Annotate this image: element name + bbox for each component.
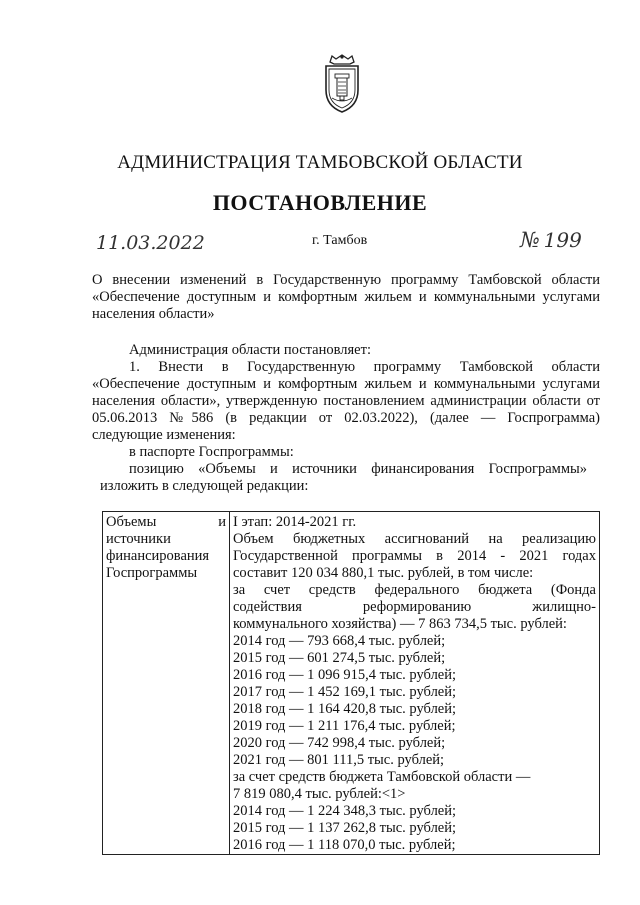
right-line: Объем бюджетных ассигнований на реализацию	[233, 531, 596, 547]
right-line: I этап: 2014-2021 гг.	[233, 514, 357, 530]
title-line: «Обеспечение доступным и комфортным жильем и коммунальными услугами	[92, 289, 600, 305]
handwritten-date: 11.03.2022	[96, 232, 205, 254]
position-line-1: позицию «Объемы и источники финансирования Госпрограммы»	[129, 461, 587, 477]
left-line: Объемы и	[106, 514, 226, 530]
position-line-2: изложить в следующей редакции:	[100, 478, 309, 494]
table-right-cell	[230, 512, 600, 855]
document-number	[520, 228, 582, 252]
left-line: Госпрограммы	[106, 565, 198, 581]
table-row	[103, 512, 600, 855]
table-left-cell	[103, 512, 230, 855]
document-type: ПОСТАНОВЛЕНИЕ	[212, 190, 428, 215]
organization-name: АДМИНИСТРАЦИЯ ТАМБОВСКОЙ ОБЛАСТИ	[117, 152, 523, 173]
item-line: 1. Внести в Государственную программу Тамбовской области	[129, 359, 600, 375]
city-name: г. Тамбов	[312, 233, 368, 248]
right-line: 2016 год — 1 118 070,0 тыс. рублей;	[233, 837, 456, 853]
position-line	[129, 461, 587, 478]
document-title	[92, 272, 600, 323]
right-line: за счет средств федерального бюджета (Фонда	[233, 582, 596, 598]
right-line: 2015 год — 601 274,5 тыс. рублей;	[233, 650, 446, 666]
financing-table	[102, 511, 600, 855]
item-line: «Обеспечение доступным и комфортным жильем и коммунальными услугами	[92, 376, 600, 392]
passport-line: в паспорте Госпрограммы:	[129, 444, 294, 460]
right-line: коммунального хозяйства) — 7 863 734,5 тыс. рублей:	[233, 616, 567, 632]
left-line: финансирования	[106, 548, 210, 564]
right-line: 2017 год — 1 452 169,1 тыс. рублей;	[233, 684, 457, 700]
right-line: содействия реформированию жилищно-	[233, 599, 596, 615]
right-line: за счет средств бюджета Тамбовской области —	[233, 769, 531, 785]
title-line: населения области»	[92, 306, 215, 322]
right-line: 2016 год — 1 096 915,4 тыс. рублей;	[233, 667, 457, 683]
right-line: 2015 год — 1 137 262,8 тыс. рублей;	[233, 820, 457, 836]
handwritten-number: 199	[543, 228, 582, 252]
right-line: 7 819 080,4 тыс. рублей:<1>	[233, 786, 406, 802]
right-line: составит 120 034 880,1 тыс. рублей, в том числе:	[233, 565, 534, 581]
right-line: Государственной программы в 2014 - 2021 годах	[233, 548, 596, 564]
right-line: 2018 год — 1 164 420,8 тыс. рублей;	[233, 701, 457, 717]
item-line: населения области», утвержденную постановлением администрации области от	[92, 393, 600, 409]
item-1	[92, 359, 600, 444]
item-line: следующие изменения:	[92, 427, 236, 443]
left-line: источники	[106, 531, 171, 547]
right-line: 2019 год — 1 211 176,4 тыс. рублей;	[233, 718, 456, 734]
right-line: 2014 год — 793 668,4 тыс. рублей;	[233, 633, 446, 649]
item-line: 05.06.2013 №586 (в редакции от 02.03.2022), (далее — Госпрограмма)	[92, 410, 600, 426]
right-line: 2014 год — 1 224 348,3 тыс. рублей;	[233, 803, 457, 819]
right-line: 2020 год — 742 998,4 тыс. рублей;	[233, 735, 446, 751]
title-line: О внесении изменений в Государственную программу Тамбовской области	[92, 272, 600, 288]
right-line: 2021 год — 801 111,5 тыс. рублей;	[233, 752, 445, 768]
coat-of-arms-icon	[318, 52, 366, 114]
admin-resolves: Администрация области постановляет:	[129, 342, 371, 358]
number-sign: №	[520, 228, 540, 252]
